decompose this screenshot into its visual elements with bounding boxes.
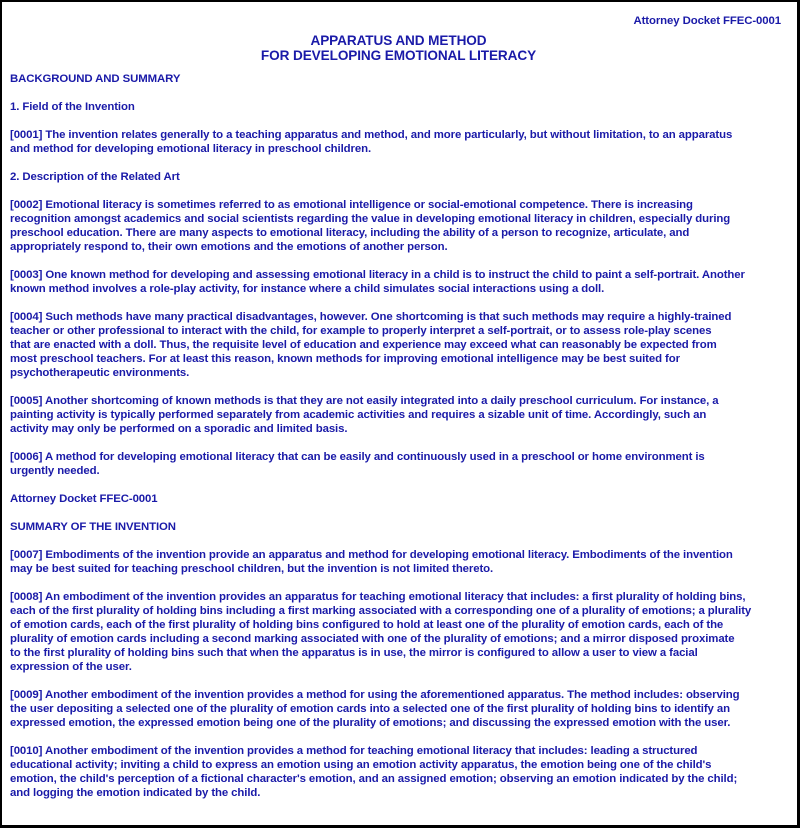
- document-title: [10, 33, 787, 63]
- field-of-invention-heading: 1. Field of the Invention: [10, 101, 135, 113]
- paragraph-0003: [0003] One known method for developing and assessing emotional literacy in a child is to instruct the child to paint a self-portrait. Another known method involves a role-play activity, for instance where a child simulates social interactions using a doll.: [10, 269, 745, 295]
- paragraph-0009: [0009] Another embodiment of the invention provides a method for using the aforementioned apparatus. The method includes: observing the user depositing a selected one of the plurality of emotion cards into a selected one of the first plurality of holding bins to identify an expressed emotion, the expressed emotion being one of the plurality of emotions; and discussing the expressed emotion with the user.: [10, 689, 740, 729]
- paragraph-0005: [0005] Another shortcoming of known methods is that they are not easily integrated into a daily preschool curriculum. For instance, a painting activity is typically performed separately from academic activities and requires a sizable unit of time. Accordingly, such an activity may only be performed on a sporadic and limited basis.: [10, 395, 719, 435]
- paragraph-0008: [0008] An embodiment of the invention provides an apparatus for teaching emotional literacy that includes: a first plurality of holding bins, each of the first plurality of holding bins including a first marking associated with a corresponding one of a plurality of emotions; a plurality of emotion cards, each of the first plurality of holding bins configured to hold at least one of the plurality of emotion cards, each of the plurality of emotion cards including a second marking associated with one of the plurality of emotions; and a mirror disposed proximate to the first plurality of holding bins such that when the apparatus is in use, the mirror is configured to allow a user to view a facial expression of the user.: [10, 591, 752, 673]
- paragraph-0010: [0010] Another embodiment of the invention provides a method for teaching emotional literacy that includes: leading a structured educational activity; inviting a child to express an emotion using an emotion activity apparatus, the emotion being one of the child's emotion, the child's perception of a fictional character's emotion, and an assigned emotion; observing an emotion indicated by the child; and logging the emotion indicated by the child.: [10, 745, 738, 799]
- paragraph-0006: [0006] A method for developing emotional literacy that can be easily and continuously used in a preschool or home environment is urgently needed.: [10, 451, 705, 477]
- attorney-docket-header: Attorney Docket FFEC-0001: [633, 15, 781, 27]
- related-art-heading: 2. Description of the Related Art: [10, 171, 180, 183]
- title-line-1: APPARATUS AND METHOD: [310, 33, 487, 48]
- paragraph-0004: [0004] Such methods have many practical disadvantages, however. One shortcoming is that such methods may require a highly-trained teacher or other professional to interact with the child, for example to properly interpret a self-portrait, or to assess role-play scenes that are enacted with a doll. Thus, the requisite level of education and experience may exceed what can reasonably be expected from most preschool teachers. For at least this reason, known methods for improving emotional intelligence may be best suited for psychotherapeutic environments.: [10, 311, 732, 379]
- title-line-2: FOR DEVELOPING EMOTIONAL LITERACY: [260, 48, 537, 63]
- paragraph-0001: [0001] The invention relates generally to a teaching apparatus and method, and more particularly, but without limitation, to an apparatus and method for developing emotional literacy in preschool children.: [10, 129, 733, 155]
- attorney-docket-inline: Attorney Docket FFEC-0001: [10, 493, 158, 505]
- paragraph-0007: [0007] Embodiments of the invention provide an apparatus and method for developing emotional literacy. Embodiments of the invention may be best suited for teaching preschool children, but the invention is not limited thereto.: [10, 549, 733, 575]
- paragraph-0002: [0002] Emotional literacy is sometimes referred to as emotional intelligence or social-emotional competence. There is increasing recognition amongst academics and social scientists regarding the value in developing emotional literacy in children, especially during preschool education. There are many aspects to emotional literacy, including the ability of a person to recognize, articulate, and appropriately respond to, their own emotions and the emotions of another person.: [10, 199, 731, 253]
- background-heading: BACKGROUND AND SUMMARY: [10, 73, 181, 85]
- summary-heading: SUMMARY OF THE INVENTION: [10, 521, 176, 533]
